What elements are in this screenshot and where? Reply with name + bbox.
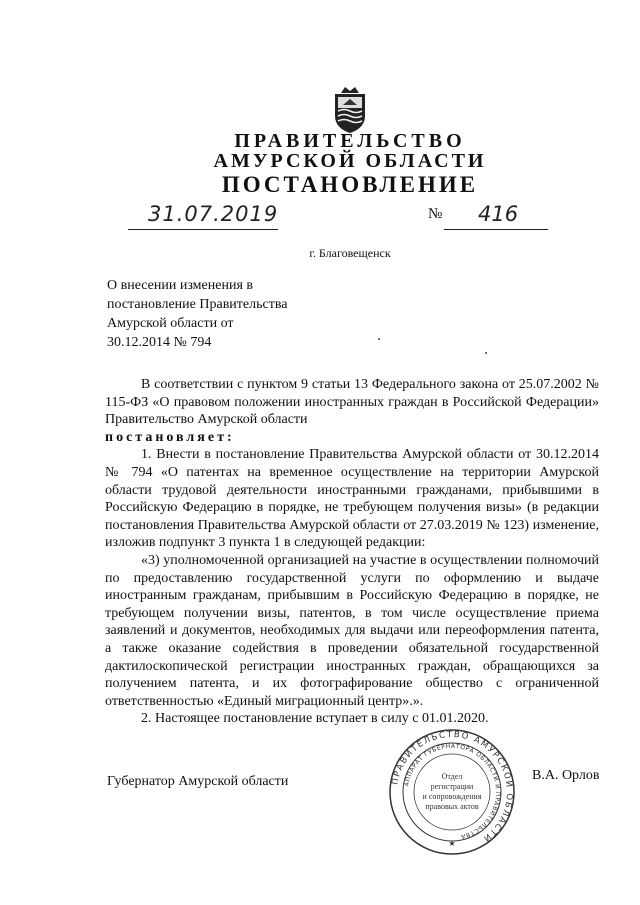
subject-line: Амурской области от [107, 316, 234, 331]
signer-title: Губернатор Амурской области [107, 774, 289, 789]
subject-line: 30.12.2014 № 794 [107, 335, 212, 350]
scan-speck [485, 352, 487, 354]
government-title-line2: АМУРСКОЙ ОБЛАСТИ [213, 150, 487, 172]
resolves-word: постановляет: [105, 429, 235, 445]
signer-name: В.А. Орлов [532, 768, 600, 783]
preamble-paragraph: В соответствии с пунктом 9 статьи 13 Федерального закона от 25.07.2002 № 115-ФЗ «О правовом положении иностранных граждан в Российской Федерации» Правительство Амурской области [105, 377, 599, 428]
stamp-inner-text [410, 772, 494, 812]
svg-text:★: ★ [448, 839, 456, 848]
document-body [105, 376, 599, 728]
scan-speck [378, 338, 380, 340]
date-underline [128, 229, 278, 230]
item-1-quoted-text: «3) уполномоченной организацией на участие в осуществлении полномочий по предоставлению государственной услуги по оформлению и выдаче иностранным гражданам, прибывшим в Российскую Федерацию в порядке, не требующем получении визы, патентов, в том числе осуществление приема заявлений и документов, необходимых для выдачи или переоформления патента, а также оказание содействия в проведении обязательной государственной дактилоскопической регистрации иностранных граждан, обращающихся за получением патента, и их фотографирование общество с ограниченной ответственностью «Единый миграционный центр».». [105, 552, 599, 709]
city: г. Благовещенск [309, 246, 391, 260]
stamp-middle-text: АППАРАТ ГУБЕРНАТОРА ОБЛАСТИ И ПРАВИТЕЛЬСТВА [403, 742, 502, 841]
subject-line: О внесении изменения в [107, 278, 253, 293]
stamp-inner-line: правовых актов [425, 802, 479, 811]
stamp-inner-line: регистрации [430, 782, 474, 791]
item-2-paragraph: 2. Настоящее постановление вступает в силу с 01.01.2020. [141, 711, 489, 727]
stamp-inner-line: Отдел [441, 772, 463, 781]
document-date: 31.07.2019 [148, 202, 279, 226]
document-subject [107, 276, 287, 352]
item-1-paragraph: 1. Внести в постановление Правительства Амурской области от 30.12.2014 № 794 «О патентах на временное осуществление на территории Амурской области трудовой деятельности иностранными гражданами, прибывшими в Российскую Федерацию в порядке, не требующем получения визы» (в редакции постановления Правительства Амурской области от 27.03.2019 № 123) изменение, изложив подпункт 3 пункта 1 в следующей редакции: [105, 447, 599, 551]
number-label: № [428, 206, 443, 222]
stamp-outer-text: ПРАВИТЕЛЬСТВО АМУРСКОЙ ОБЛАСТИ [390, 729, 515, 844]
coat-of-arms-icon [328, 84, 372, 134]
document-type: ПОСТАНОВЛЕНИЕ [221, 172, 479, 197]
subject-line: постановление Правительства [107, 297, 288, 312]
government-title-line1: ПРАВИТЕЛЬСТВО [234, 130, 466, 152]
stamp-inner-line: и сопровождения [422, 792, 482, 801]
number-underline [444, 229, 548, 230]
document-number: 416 [478, 202, 519, 226]
